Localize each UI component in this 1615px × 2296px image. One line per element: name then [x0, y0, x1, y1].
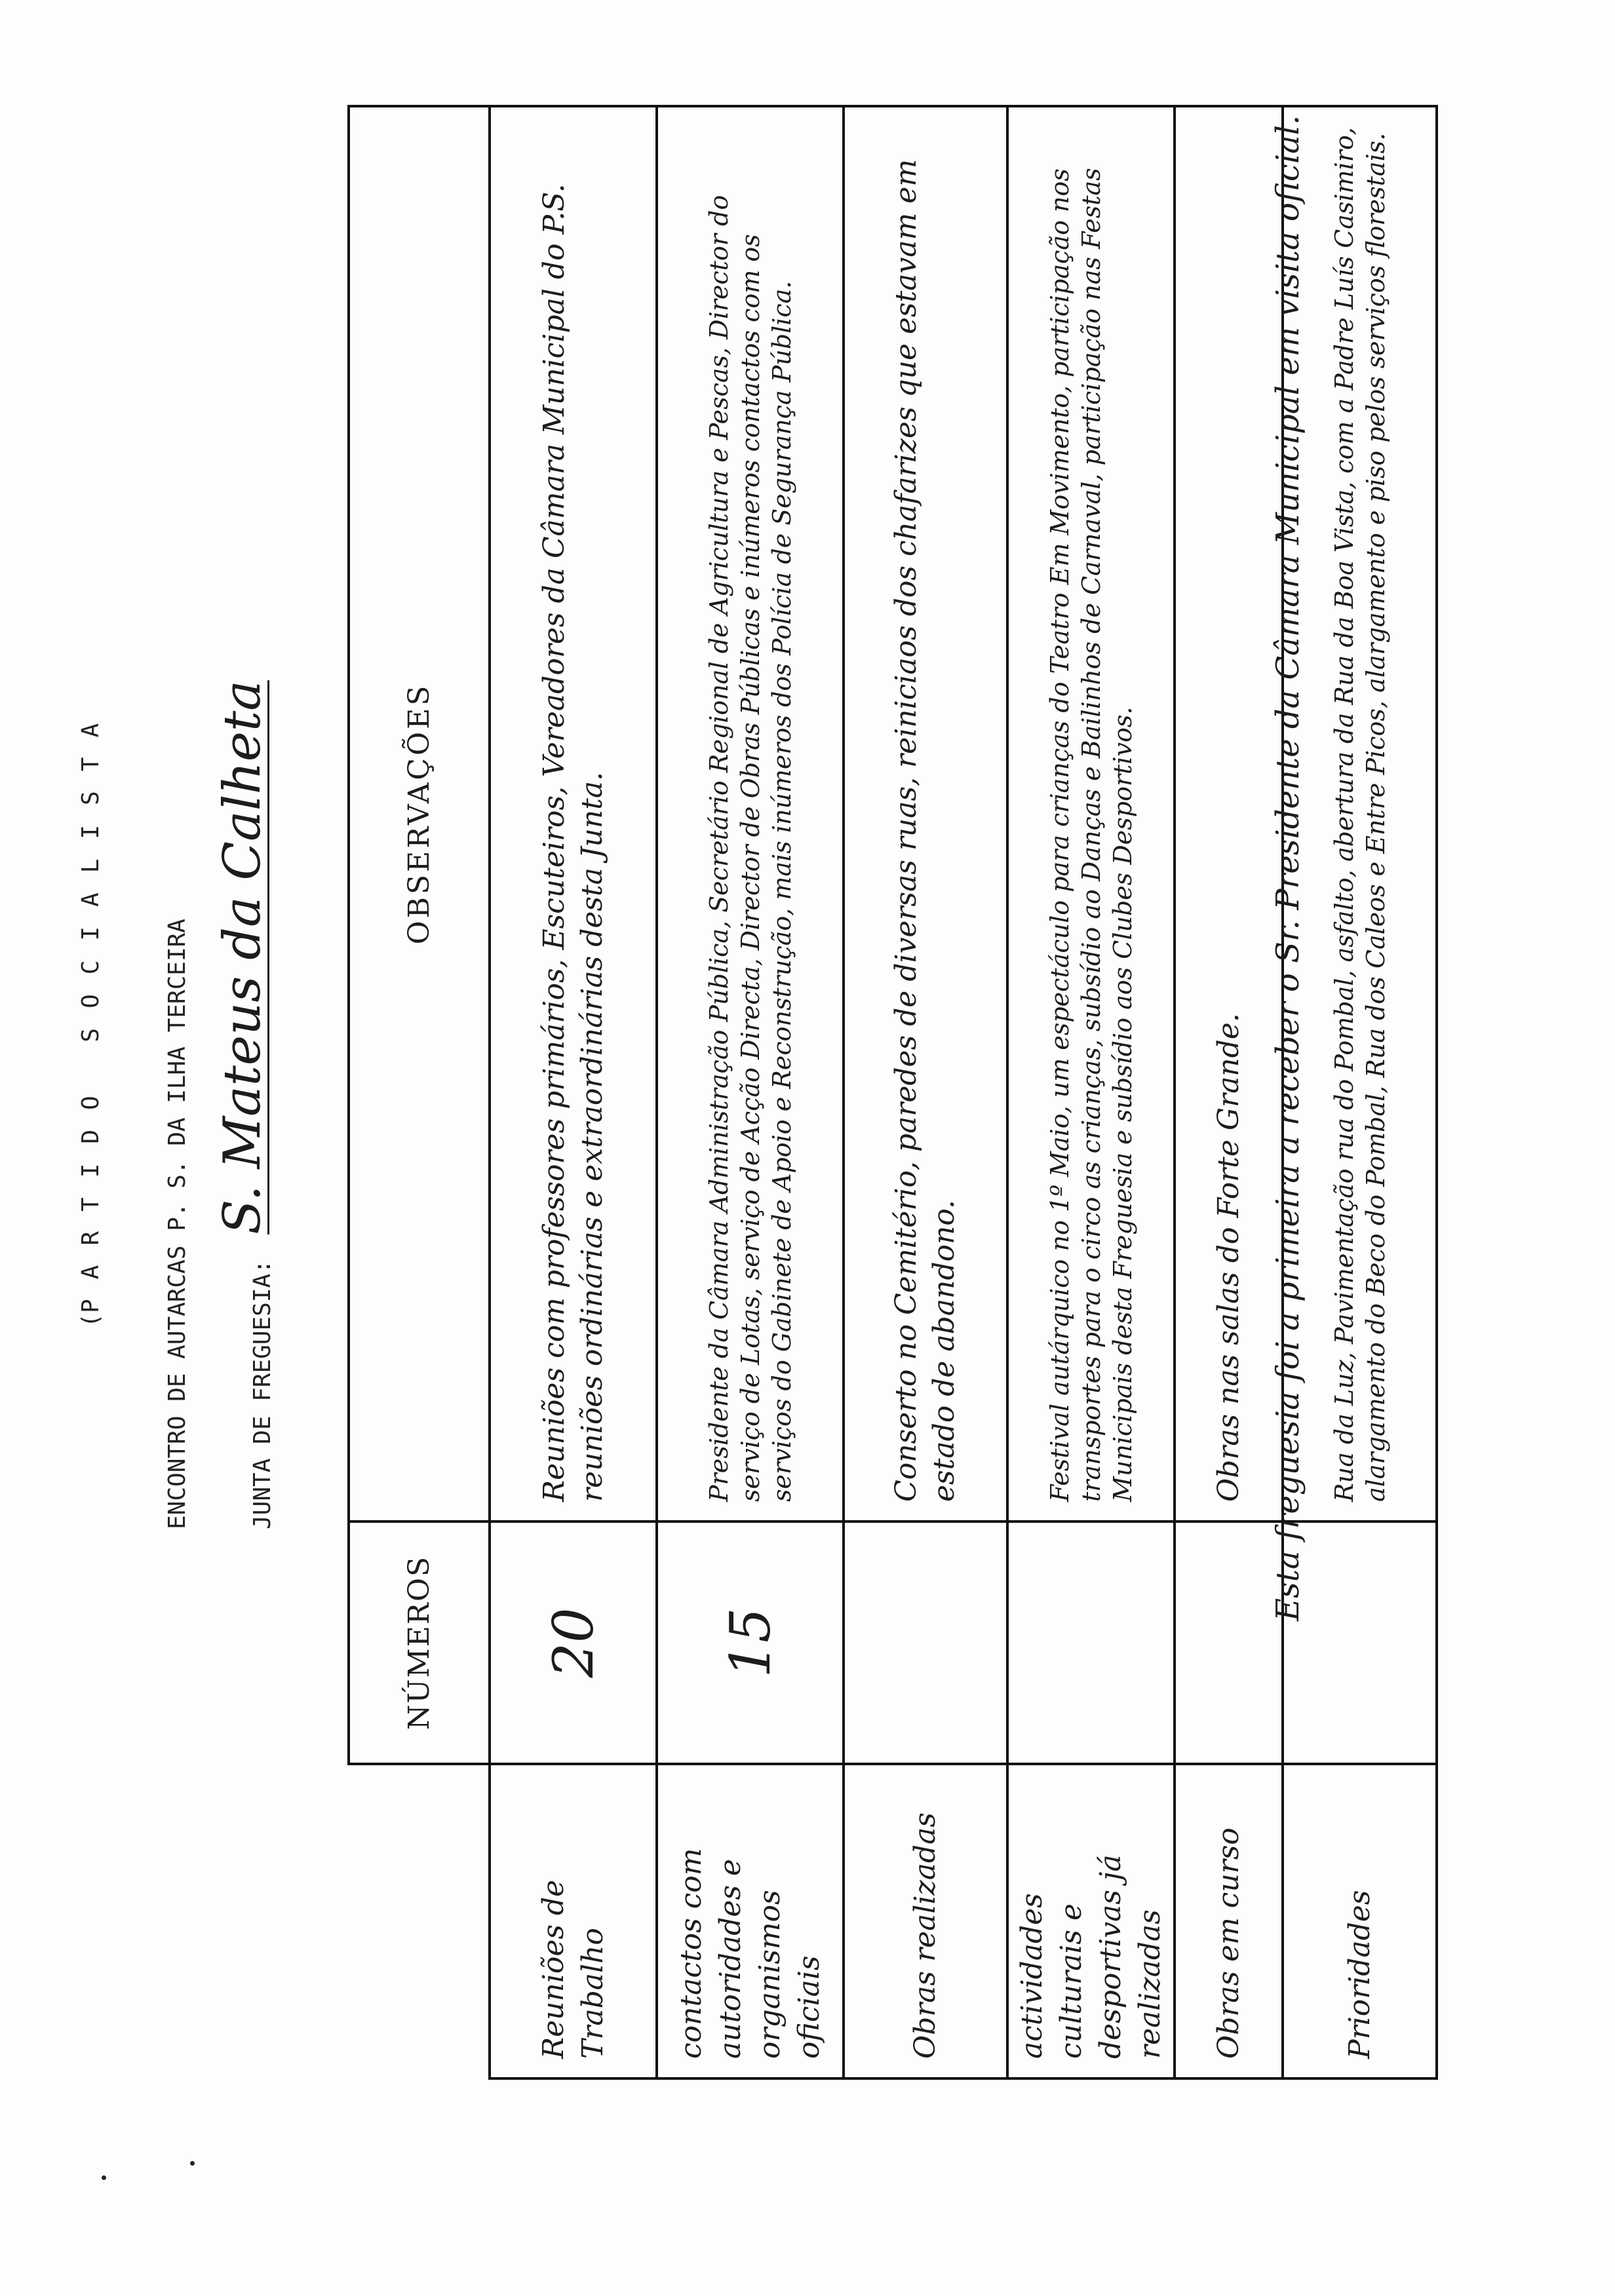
number-cell [844, 1521, 1007, 1764]
category-cell: actividades culturais e desportivas já realizadas [1007, 1764, 1175, 2078]
header-blank-cell [349, 1764, 490, 2078]
number-cell: 15 [657, 1521, 844, 1764]
footnote: Esta freguesia foi a primeira a receber o Sr. Presidente da Câmara Municipal em visita oficial. [1270, 115, 1306, 1621]
observation-cell: Obras nas salas do Forte Grande. [1175, 106, 1283, 1521]
table-row [844, 106, 1007, 2078]
party-name: PARTIDO SOCIALISTA [77, 703, 104, 1313]
number-cell: 20 [490, 1521, 657, 1764]
junta-label: JUNTA DE FREGUESIA: [249, 1259, 276, 1529]
observation-cell: Rua da Luz, Pavimentação rua do Pombal, asfalto, abertura da Rua da Boa Vista, com a Padre Luís Casimiro, alargamento do Beco do Pombal, Rua dos Caleos e Entre Picos, alargamento e piso pelos serviços florestais. [1283, 106, 1437, 1521]
observation-cell: Conserto no Cemitério, paredes de diversas ruas, reiniciaos dos chafarizes que estavam em estado de abandono. [844, 106, 1007, 1521]
observation-cell: Reuniões com professores primários, Escuteiros, Vereadores da Câmara Municipal do P.S. reuniões ordinárias e extraordinárias desta Junta. [490, 106, 657, 1521]
category-cell: Reuniões de Trabalho [490, 1764, 657, 2078]
scan-speck [190, 2161, 195, 2166]
party-quote-mark: ( [77, 1313, 104, 1328]
meeting-title: ENCONTRO DE AUTARCAS P. S. DA ILHA TERCEIRA [164, 919, 191, 1529]
category-cell: contactos com autoridades e organismos oficiais [657, 1764, 844, 2078]
table-header-row [349, 106, 490, 2078]
table-row [1007, 106, 1175, 2078]
observations-header: OBSERVAÇÕES [349, 106, 490, 1521]
numbers-header: NÚMEROS [349, 1521, 490, 1764]
category-cell: Obras em curso [1175, 1764, 1283, 2078]
parish-name: S. Mateus da Calheta [213, 680, 272, 1234]
table-row [490, 106, 657, 2078]
category-cell: Obras realizadas [844, 1764, 1007, 2078]
number-cell [1007, 1521, 1175, 1764]
table-row [657, 106, 844, 2078]
observation-cell: Festival autárquico no 1º Maio, um espectáculo para crianças do Teatro Em Movimento, participação nos transportes para o circo as crianças, subsídio ao Danças e Bailinhos de Carnaval, participação nas Festas Municipais desta Freguesia e subsídio aos Clubes Desportivos. [1007, 106, 1175, 1521]
category-cell: Prioridades [1283, 1764, 1437, 2078]
observation-cell: Presidente da Câmara Administração Pública, Secretário Regional de Agricultura e Pescas, Director do serviço de Lotas, serviço de Acção Directa, Director de Obras Públicas e inúmeros contactos com os serviços do Gabinete de Apoio e Reconstrução, mais inúmeros dos Polícia de Segurança Pública. [657, 106, 844, 1521]
scan-speck [102, 2175, 106, 2180]
